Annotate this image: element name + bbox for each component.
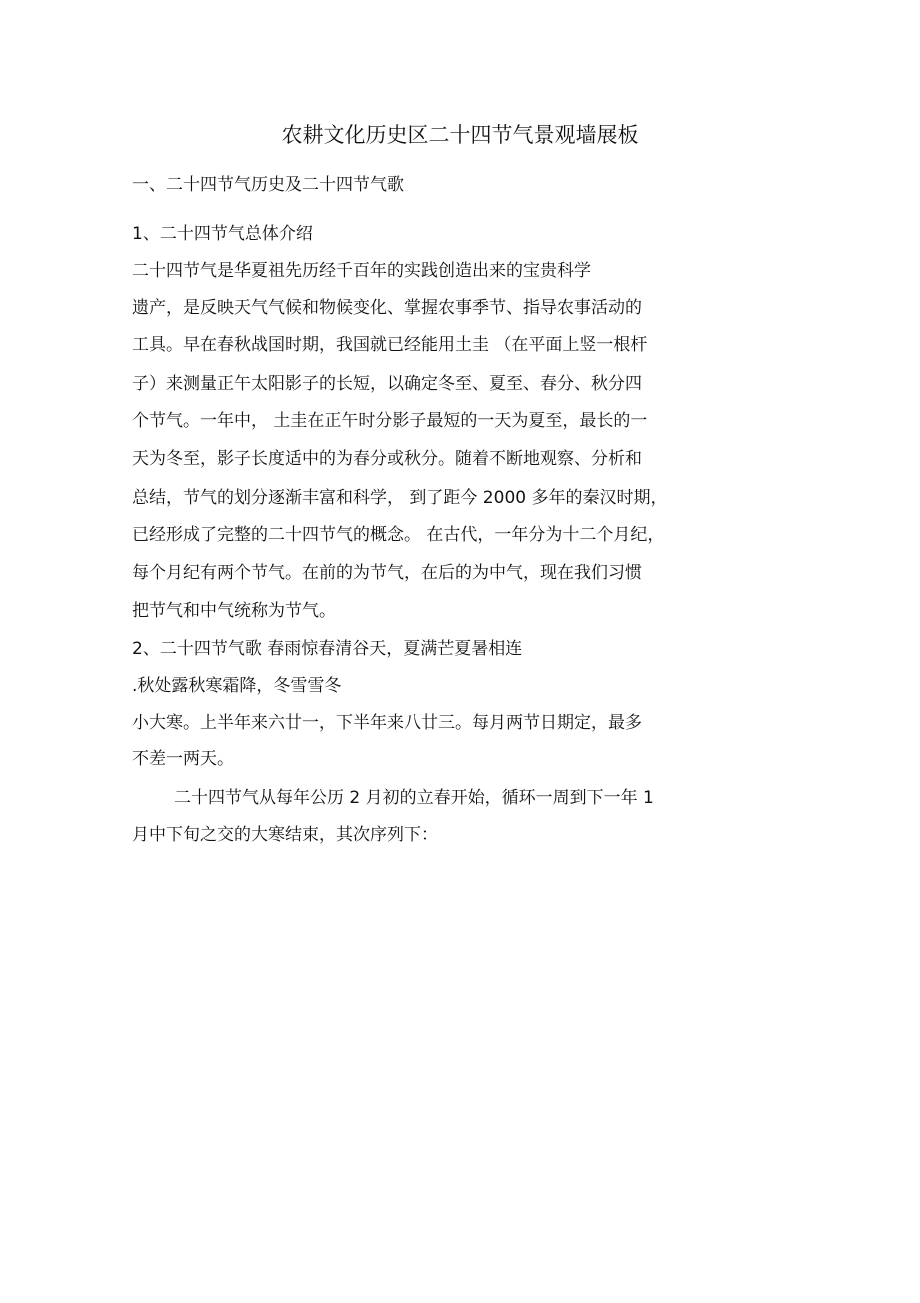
song-line: .秋处露秋寒霜降，冬雪雪冬 <box>132 676 342 696</box>
paragraph-1-line: 天为冬至，影子长度适中的为春分或秋分。随着不断地观察、分析和 <box>132 449 642 469</box>
song-line: 不差一两天。 <box>132 749 234 769</box>
paragraph-1-line: 把节气和中气统称为节气。 <box>132 601 336 621</box>
paragraph-1-line: 个节气。一年中， 土圭在正午时分影子最短的一天为夏至，最长的一 <box>132 411 648 431</box>
subsection-2-line: 2、二十四节气歌 春雨惊春清谷天，夏满芒夏暑相连 <box>132 639 523 659</box>
paragraph-1-line: 二十四节气是华夏祖先历经千百年的实践创造出来的宝贵科学 <box>132 261 591 281</box>
paragraph-1-line: 工具。早在春秋战国时期，我国就已经能用土圭 （在平面上竖一根杆 <box>132 335 648 355</box>
paragraph-1-line: 遗产，是反映天气气候和物候变化、掌握农事季节、指导农事活动的 <box>132 298 642 318</box>
document-title: 农耕文化历史区二十四节气景观墙展板 <box>281 123 639 147</box>
subsection-1-heading: 1、二十四节气总体介绍 <box>132 224 313 244</box>
paragraph-3-line: 月中下旬之交的大寒结束，其次序列下： <box>132 825 438 845</box>
paragraph-1-line: 已经形成了完整的二十四节气的概念。 在古代，一年分为十二个月纪， <box>132 525 665 545</box>
song-line: 小大寒。上半年来六廿一，下半年来八廿三。每月两节日期定，最多 <box>132 713 642 733</box>
paragraph-3-line: 二十四节气从每年公历 2 月初的立春开始，循环一周到下一年 1 <box>174 788 654 808</box>
paragraph-1-line: 子）来测量正午太阳影子的长短，以确定冬至、夏至、春分、秋分四 <box>132 374 642 394</box>
paragraph-1-line: 总结，节气的划分逐渐丰富和科学， 到了距今 2000 多年的秦汉时期， <box>132 488 668 508</box>
paragraph-1-line: 每个月纪有两个节气。在前的为节气，在后的为中气，现在我们习惯 <box>132 563 642 583</box>
section-heading: 一、二十四节气历史及二十四节气歌 <box>132 175 404 195</box>
